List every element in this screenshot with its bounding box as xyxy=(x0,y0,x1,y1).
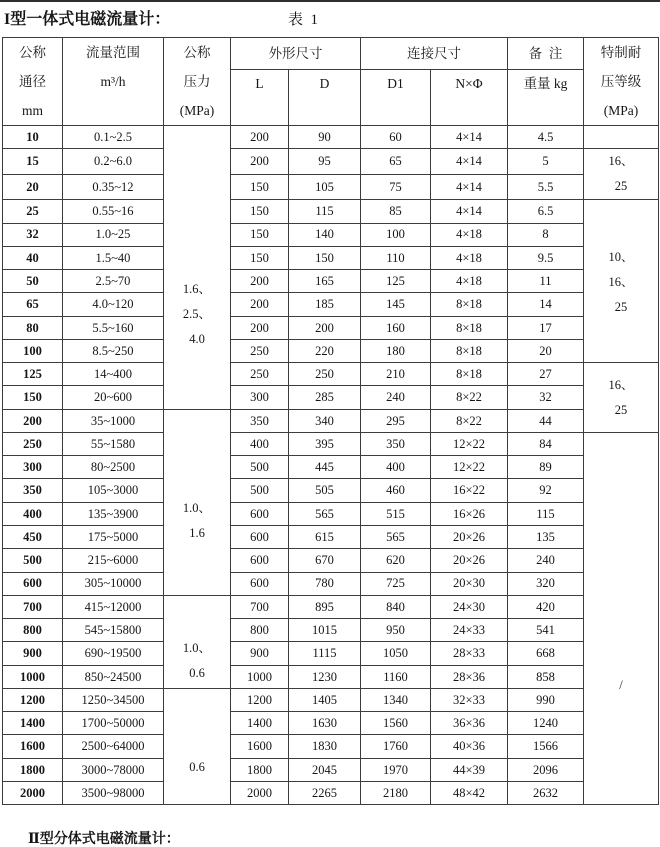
cell-L: 400 xyxy=(231,432,289,455)
cell-weight: 6.5 xyxy=(508,200,584,223)
cell-D1: 840 xyxy=(361,595,431,618)
cell-n-phi: 8×22 xyxy=(431,386,508,409)
cell-flow-range: 690~19500 xyxy=(63,642,164,665)
cell-n-phi: 8×18 xyxy=(431,339,508,362)
cell-n-phi: 16×22 xyxy=(431,479,508,502)
cell-D1: 110 xyxy=(361,246,431,269)
header-group-connection-dimensions: 连接尺寸 xyxy=(361,38,508,70)
cell-flow-range: 55~1580 xyxy=(63,432,164,455)
cell-D1: 1760 xyxy=(361,735,431,758)
cell-nominal-pressure: 1.0、 1.6 xyxy=(164,409,231,595)
cell-D1: 1340 xyxy=(361,688,431,711)
cell-D1: 85 xyxy=(361,200,431,223)
cell-D: 220 xyxy=(289,339,361,362)
cell-n-phi: 32×33 xyxy=(431,688,508,711)
cell-L: 150 xyxy=(231,200,289,223)
top-rule xyxy=(0,0,660,2)
table-row xyxy=(3,432,659,455)
cell-n-phi: 4×18 xyxy=(431,223,508,246)
cell-D1: 1560 xyxy=(361,712,431,735)
cell-nominal-diameter: 600 xyxy=(3,572,63,595)
cell-weight: 8 xyxy=(508,223,584,246)
cell-L: 900 xyxy=(231,642,289,665)
cell-n-phi: 4×18 xyxy=(431,270,508,293)
cell-n-phi: 28×33 xyxy=(431,642,508,665)
cell-nominal-diameter: 1200 xyxy=(3,688,63,711)
cell-weight: 420 xyxy=(508,595,584,618)
cell-n-phi: 24×30 xyxy=(431,595,508,618)
cell-nominal-diameter: 2000 xyxy=(3,781,63,804)
table-row xyxy=(3,781,659,804)
cell-D1: 2180 xyxy=(361,781,431,804)
cell-L: 800 xyxy=(231,619,289,642)
header-note: 备 注 xyxy=(508,38,584,70)
cell-n-phi: 40×36 xyxy=(431,735,508,758)
cell-weight: 858 xyxy=(508,665,584,688)
header-nominal-pressure: 公称 压力 (MPa) xyxy=(164,38,231,126)
cell-nominal-diameter: 300 xyxy=(3,456,63,479)
table-row xyxy=(3,619,659,642)
cell-flow-range: 1.0~25 xyxy=(63,223,164,246)
cell-nominal-diameter: 32 xyxy=(3,223,63,246)
cell-D: 615 xyxy=(289,525,361,548)
cell-weight: 11 xyxy=(508,270,584,293)
cell-D1: 1970 xyxy=(361,758,431,781)
table-row xyxy=(3,223,659,246)
cell-n-phi: 12×22 xyxy=(431,456,508,479)
cell-weight: 990 xyxy=(508,688,584,711)
cell-n-phi: 44×39 xyxy=(431,758,508,781)
cell-L: 600 xyxy=(231,525,289,548)
cell-flow-range: 14~400 xyxy=(63,363,164,386)
cell-nominal-pressure: 1.6、 2.5、 4.0 xyxy=(164,126,231,410)
cell-nominal-diameter: 25 xyxy=(3,200,63,223)
cell-nominal-diameter: 400 xyxy=(3,502,63,525)
cell-L: 600 xyxy=(231,572,289,595)
cell-flow-range: 0.1~2.5 xyxy=(63,126,164,149)
table-row xyxy=(3,200,659,223)
cell-n-phi: 4×14 xyxy=(431,200,508,223)
cell-D1: 75 xyxy=(361,174,431,200)
cell-weight: 5 xyxy=(508,149,584,175)
cell-D1: 1050 xyxy=(361,642,431,665)
cell-D: 340 xyxy=(289,409,361,432)
cell-D: 185 xyxy=(289,293,361,316)
cell-D: 895 xyxy=(289,595,361,618)
table-row xyxy=(3,293,659,316)
cell-nominal-diameter: 450 xyxy=(3,525,63,548)
table-row xyxy=(3,363,659,386)
cell-D1: 620 xyxy=(361,549,431,572)
cell-D1: 460 xyxy=(361,479,431,502)
table-row xyxy=(3,665,659,688)
cell-D1: 295 xyxy=(361,409,431,432)
cell-D1: 60 xyxy=(361,126,431,149)
cell-n-phi: 8×18 xyxy=(431,316,508,339)
cell-D: 1630 xyxy=(289,712,361,735)
table-row xyxy=(3,712,659,735)
table-row xyxy=(3,339,659,362)
cell-n-phi: 20×26 xyxy=(431,525,508,548)
cell-nominal-diameter: 1800 xyxy=(3,758,63,781)
page-title: I型一体式电磁流量计： xyxy=(4,11,171,28)
cell-L: 300 xyxy=(231,386,289,409)
cell-L: 200 xyxy=(231,149,289,175)
cell-D1: 240 xyxy=(361,386,431,409)
table-row xyxy=(3,126,659,149)
cell-weight: 27 xyxy=(508,363,584,386)
cell-n-phi: 48×42 xyxy=(431,781,508,804)
cell-D: 2045 xyxy=(289,758,361,781)
cell-D: 105 xyxy=(289,174,361,200)
cell-nominal-diameter: 65 xyxy=(3,293,63,316)
cell-flow-range: 2500~64000 xyxy=(63,735,164,758)
table-row xyxy=(3,479,659,502)
table-row xyxy=(3,174,659,200)
cell-flow-range: 4.0~120 xyxy=(63,293,164,316)
cell-weight: 44 xyxy=(508,409,584,432)
cell-D: 250 xyxy=(289,363,361,386)
table-row xyxy=(3,688,659,711)
header-D: D xyxy=(289,70,361,126)
cell-flow-range: 0.35~12 xyxy=(63,174,164,200)
cell-D1: 210 xyxy=(361,363,431,386)
table-row xyxy=(3,595,659,618)
header-flow-range: 流量范围 m³/h xyxy=(63,38,164,126)
header-group-overall-dimensions: 外形尺寸 xyxy=(231,38,361,70)
cell-D1: 125 xyxy=(361,270,431,293)
cell-n-phi: 28×36 xyxy=(431,665,508,688)
cell-flow-range: 305~10000 xyxy=(63,572,164,595)
cell-D1: 160 xyxy=(361,316,431,339)
cell-D1: 1160 xyxy=(361,665,431,688)
table-row xyxy=(3,149,659,175)
cell-D: 115 xyxy=(289,200,361,223)
cell-nominal-diameter: 1000 xyxy=(3,665,63,688)
cell-flow-range: 1.5~40 xyxy=(63,246,164,269)
cell-flow-range: 1250~34500 xyxy=(63,688,164,711)
cell-n-phi: 4×14 xyxy=(431,149,508,175)
cell-weight: 32 xyxy=(508,386,584,409)
header-D1: D1 xyxy=(361,70,431,126)
cell-flow-range: 20~600 xyxy=(63,386,164,409)
header-n-phi: N×Φ xyxy=(431,70,508,126)
cell-L: 700 xyxy=(231,595,289,618)
cell-weight: 84 xyxy=(508,432,584,455)
table-row xyxy=(3,572,659,595)
table-row xyxy=(3,758,659,781)
cell-nominal-diameter: 125 xyxy=(3,363,63,386)
cell-weight: 20 xyxy=(508,339,584,362)
cell-L: 500 xyxy=(231,456,289,479)
title-bar xyxy=(4,6,656,32)
cell-D1: 725 xyxy=(361,572,431,595)
cell-weight: 17 xyxy=(508,316,584,339)
cell-weight: 240 xyxy=(508,549,584,572)
cell-D: 565 xyxy=(289,502,361,525)
cell-D1: 100 xyxy=(361,223,431,246)
cell-special-pressure-rating: / xyxy=(584,432,659,804)
cell-weight: 668 xyxy=(508,642,584,665)
cell-nominal-diameter: 100 xyxy=(3,339,63,362)
flowmeter-table-wrap xyxy=(2,37,659,805)
cell-nominal-diameter: 250 xyxy=(3,432,63,455)
cell-flow-range: 175~5000 xyxy=(63,525,164,548)
cell-L: 250 xyxy=(231,339,289,362)
cell-special-pressure-rating: 10、 16、 25 xyxy=(584,200,659,363)
cell-D: 505 xyxy=(289,479,361,502)
cell-flow-range: 2.5~70 xyxy=(63,270,164,293)
cell-weight: 5.5 xyxy=(508,174,584,200)
cell-weight: 14 xyxy=(508,293,584,316)
cell-D1: 180 xyxy=(361,339,431,362)
cell-D1: 145 xyxy=(361,293,431,316)
cell-nominal-pressure: 0.6 xyxy=(164,688,231,804)
cell-nominal-diameter: 1600 xyxy=(3,735,63,758)
cell-n-phi: 16×26 xyxy=(431,502,508,525)
cell-L: 150 xyxy=(231,223,289,246)
cell-nominal-diameter: 500 xyxy=(3,549,63,572)
cell-D1: 400 xyxy=(361,456,431,479)
cell-nominal-diameter: 10 xyxy=(3,126,63,149)
cell-flow-range: 1700~50000 xyxy=(63,712,164,735)
table-row xyxy=(3,246,659,269)
cell-D: 90 xyxy=(289,126,361,149)
cell-L: 600 xyxy=(231,549,289,572)
cell-n-phi: 4×14 xyxy=(431,174,508,200)
cell-D1: 350 xyxy=(361,432,431,455)
cell-L: 1000 xyxy=(231,665,289,688)
cell-nominal-diameter: 15 xyxy=(3,149,63,175)
cell-L: 200 xyxy=(231,126,289,149)
table-row xyxy=(3,316,659,339)
cell-special-pressure-rating: 16、 25 xyxy=(584,363,659,433)
cell-D: 1115 xyxy=(289,642,361,665)
cell-weight: 115 xyxy=(508,502,584,525)
cell-n-phi: 4×18 xyxy=(431,246,508,269)
cell-D: 1230 xyxy=(289,665,361,688)
cell-D: 395 xyxy=(289,432,361,455)
cell-D: 1405 xyxy=(289,688,361,711)
cell-L: 2000 xyxy=(231,781,289,804)
cell-n-phi: 20×26 xyxy=(431,549,508,572)
cell-D: 1015 xyxy=(289,619,361,642)
cell-flow-range: 0.55~16 xyxy=(63,200,164,223)
cell-flow-range: 545~15800 xyxy=(63,619,164,642)
cell-L: 150 xyxy=(231,246,289,269)
cell-n-phi: 4×14 xyxy=(431,126,508,149)
table-row xyxy=(3,502,659,525)
cell-D1: 65 xyxy=(361,149,431,175)
cell-D: 285 xyxy=(289,386,361,409)
table-caption: 表 1 xyxy=(288,12,319,28)
cell-flow-range: 3000~78000 xyxy=(63,758,164,781)
cell-D: 165 xyxy=(289,270,361,293)
cell-L: 150 xyxy=(231,174,289,200)
header-special-pressure-rating: 特制耐 压等级 (MPa) xyxy=(584,38,659,126)
cell-flow-range: 135~3900 xyxy=(63,502,164,525)
cell-L: 200 xyxy=(231,316,289,339)
cell-special-pressure-rating: 16、 25 xyxy=(584,149,659,200)
cell-weight: 9.5 xyxy=(508,246,584,269)
table-row xyxy=(3,642,659,665)
cell-L: 1800 xyxy=(231,758,289,781)
cell-weight: 1240 xyxy=(508,712,584,735)
cell-weight: 92 xyxy=(508,479,584,502)
cell-flow-range: 0.2~6.0 xyxy=(63,149,164,175)
cell-nominal-pressure: 1.0、 0.6 xyxy=(164,595,231,688)
table-row xyxy=(3,456,659,479)
table-row xyxy=(3,409,659,432)
cell-nominal-diameter: 20 xyxy=(3,174,63,200)
table-row xyxy=(3,386,659,409)
cell-n-phi: 36×36 xyxy=(431,712,508,735)
cell-nominal-diameter: 900 xyxy=(3,642,63,665)
cell-D1: 515 xyxy=(361,502,431,525)
cell-flow-range: 3500~98000 xyxy=(63,781,164,804)
cell-D: 780 xyxy=(289,572,361,595)
cell-flow-range: 215~6000 xyxy=(63,549,164,572)
cell-L: 200 xyxy=(231,270,289,293)
bottom-cutoff-text: Ⅱ型分体式电磁流量计： xyxy=(28,832,180,847)
cell-D: 1830 xyxy=(289,735,361,758)
cell-weight: 1566 xyxy=(508,735,584,758)
cell-D: 200 xyxy=(289,316,361,339)
cell-nominal-diameter: 50 xyxy=(3,270,63,293)
cell-D: 95 xyxy=(289,149,361,175)
cell-D1: 565 xyxy=(361,525,431,548)
cell-weight: 4.5 xyxy=(508,126,584,149)
cell-nominal-diameter: 80 xyxy=(3,316,63,339)
cell-D: 670 xyxy=(289,549,361,572)
cell-nominal-diameter: 150 xyxy=(3,386,63,409)
cell-L: 1400 xyxy=(231,712,289,735)
header-L: L xyxy=(231,70,289,126)
cell-n-phi: 20×30 xyxy=(431,572,508,595)
cell-D: 140 xyxy=(289,223,361,246)
cell-D: 445 xyxy=(289,456,361,479)
cell-n-phi: 8×18 xyxy=(431,363,508,386)
cell-flow-range: 415~12000 xyxy=(63,595,164,618)
cell-n-phi: 12×22 xyxy=(431,432,508,455)
cell-weight: 2096 xyxy=(508,758,584,781)
cell-D1: 950 xyxy=(361,619,431,642)
cell-flow-range: 5.5~160 xyxy=(63,316,164,339)
cell-L: 250 xyxy=(231,363,289,386)
table-header xyxy=(3,38,659,126)
cell-weight: 135 xyxy=(508,525,584,548)
cell-flow-range: 80~2500 xyxy=(63,456,164,479)
cell-L: 200 xyxy=(231,293,289,316)
cell-L: 1600 xyxy=(231,735,289,758)
cell-D: 150 xyxy=(289,246,361,269)
table-row xyxy=(3,270,659,293)
cell-weight: 89 xyxy=(508,456,584,479)
table-row xyxy=(3,549,659,572)
cell-n-phi: 8×18 xyxy=(431,293,508,316)
cell-nominal-diameter: 800 xyxy=(3,619,63,642)
table-body xyxy=(3,126,659,805)
cell-flow-range: 105~3000 xyxy=(63,479,164,502)
flowmeter-spec-table xyxy=(2,37,659,805)
cell-nominal-diameter: 40 xyxy=(3,246,63,269)
cell-nominal-diameter: 350 xyxy=(3,479,63,502)
cell-flow-range: 35~1000 xyxy=(63,409,164,432)
header-nominal-diameter: 公称 通径 mm xyxy=(3,38,63,126)
cell-L: 600 xyxy=(231,502,289,525)
cell-nominal-diameter: 200 xyxy=(3,409,63,432)
cell-L: 350 xyxy=(231,409,289,432)
cell-n-phi: 8×22 xyxy=(431,409,508,432)
cell-special-pressure-rating xyxy=(584,126,659,149)
cell-L: 500 xyxy=(231,479,289,502)
cell-flow-range: 8.5~250 xyxy=(63,339,164,362)
cell-weight: 320 xyxy=(508,572,584,595)
cell-D: 2265 xyxy=(289,781,361,804)
table-row xyxy=(3,525,659,548)
cell-flow-range: 850~24500 xyxy=(63,665,164,688)
cell-nominal-diameter: 1400 xyxy=(3,712,63,735)
cell-n-phi: 24×33 xyxy=(431,619,508,642)
cell-nominal-diameter: 700 xyxy=(3,595,63,618)
header-weight-kg: 重量 kg xyxy=(508,70,584,126)
cell-L: 1200 xyxy=(231,688,289,711)
cell-weight: 541 xyxy=(508,619,584,642)
cell-weight: 2632 xyxy=(508,781,584,804)
table-row xyxy=(3,735,659,758)
